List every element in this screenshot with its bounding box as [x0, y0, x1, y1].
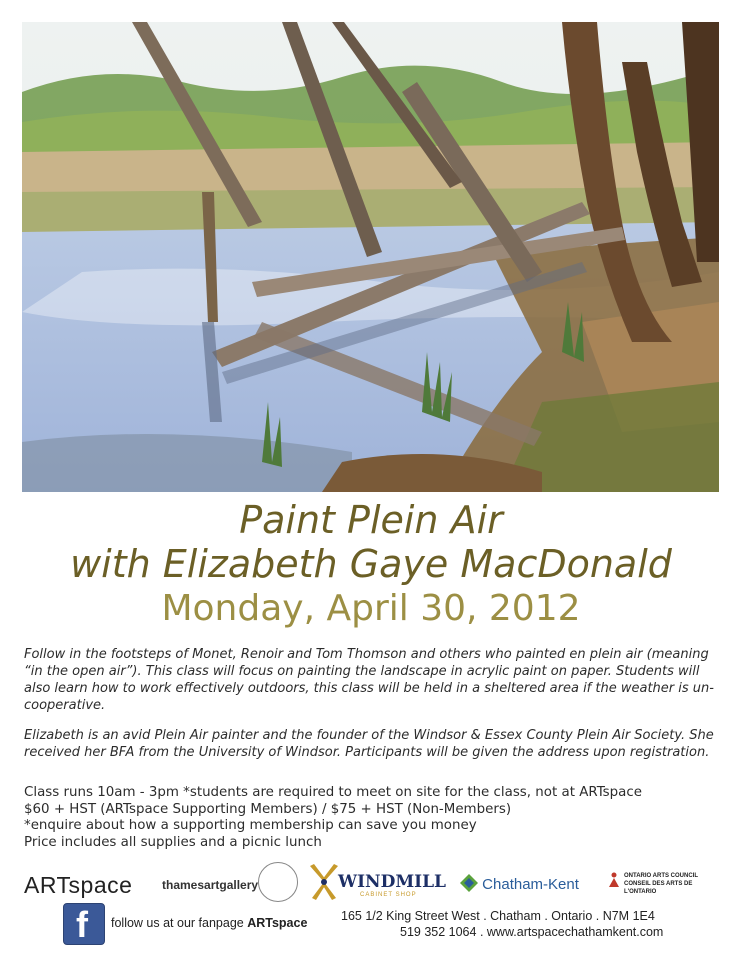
chatham-diamond-icon — [460, 874, 478, 892]
detail-line: $60 + HST (ARTspace Supporting Members) / $75 + HST (Non-Members) — [24, 801, 512, 817]
description-text-1: Follow in the footsteps of Monet, Renoir and Tom Thomson and others who painted en plein air (meaning “in the open air”). This class will focus on painting the landscape in acrylic paint on paper. Students will also learn how to work effectively outdoors, this class will be held in a sheltered area if the weather is un-cooperative. — [24, 647, 714, 713]
artspace-logo — [24, 872, 132, 899]
sponsor-logos — [22, 860, 722, 910]
class-details — [24, 785, 724, 851]
artspace-logo-space: space — [68, 872, 133, 898]
instructor-name: with Elizabeth Gaye MacDonald — [70, 542, 672, 586]
painting-illustration — [22, 22, 719, 492]
phone-and-website: 519 352 1064 . www.artspacechathamkent.com — [400, 925, 664, 939]
facebook-letter: f — [76, 904, 88, 945]
oac-line-2: CONSEIL DES ARTS DE L'ONTARIO — [624, 881, 693, 895]
windmill-icon — [308, 862, 340, 904]
chatham-kent-logo — [460, 874, 579, 893]
description-text-2: Elizabeth is an avid Plein Air painter and the founder of the Windsor & Essex County Plein Air Society. She received her BFA from the University of Windsor. Participants will be given the address upon registration. — [24, 728, 714, 760]
detail-line: Class runs 10am - 3pm *students are required to meet on site for the class, not at ARTspace — [24, 785, 642, 800]
plein-air-painting — [22, 22, 719, 492]
follow-text: follow us at our fanpage — [111, 916, 248, 930]
artspace-logo-art: ART — [24, 872, 69, 898]
detail-line: *enquire about how a supporting membership can save you money — [24, 818, 477, 833]
fanpage-follow-text — [111, 916, 307, 930]
ontario-arts-council-logo — [606, 872, 726, 896]
fanpage-name: ARTspace — [247, 916, 308, 930]
windmill-logo — [308, 862, 447, 904]
facebook-icon[interactable] — [63, 903, 105, 945]
street-address: 165 1/2 King Street West . Chatham . Ontario . N7M 1E4 — [341, 909, 655, 923]
description-paragraph-2 — [24, 727, 724, 761]
event-title: Paint Plein Air — [239, 498, 503, 542]
description-paragraph-1 — [24, 646, 724, 714]
detail-line: Price includes all supplies and a picnic lunch — [24, 834, 322, 850]
thames-art-gallery-logo: thamesartgallery — [162, 878, 259, 892]
oac-figure-icon — [606, 872, 622, 888]
oac-line-1: ONTARIO ARTS COUNCIL — [624, 873, 698, 879]
windmill-logo-text: WINDMILL — [338, 872, 447, 892]
chatham-kent-logo-text: Chatham-Kent — [482, 876, 579, 893]
windmill-logo-subtext: CABINET SHOP — [360, 892, 417, 898]
thames-emblem-icon — [258, 862, 298, 902]
event-date: Monday, April 30, 2012 — [161, 588, 581, 629]
